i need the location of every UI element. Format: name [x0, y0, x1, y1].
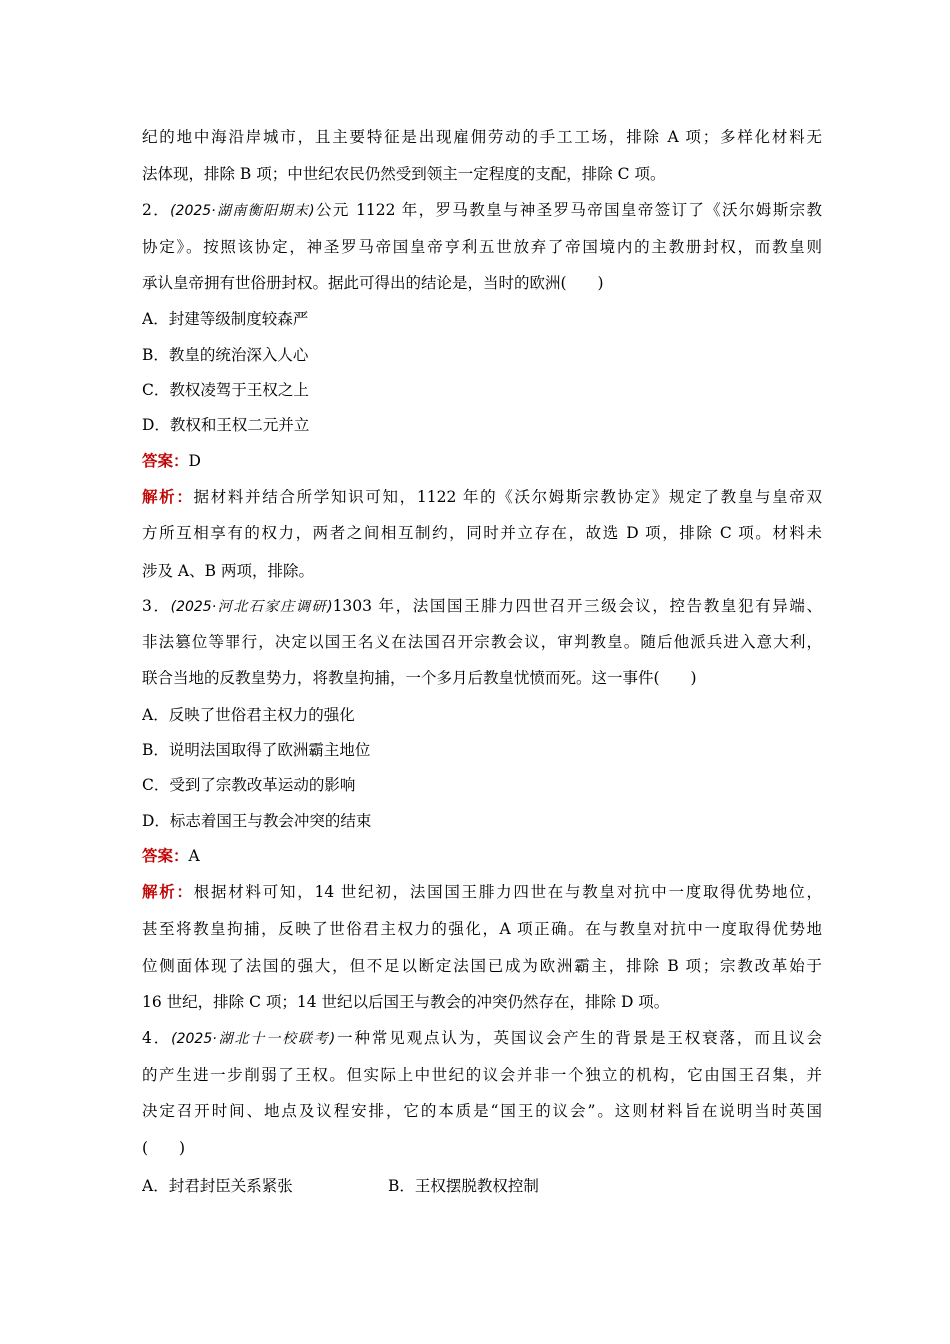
q2-answer-label: 答案：	[142, 451, 189, 470]
prev-explanation-line-1: 纪的地中海沿岸城市，且主要特征是出现雇佣劳动的手工工场，排除 A 项；多样化材料无	[142, 128, 822, 146]
q3-stem-line-1	[142, 596, 822, 617]
q3-explanation-label: 解析：	[142, 882, 194, 901]
q3-explanation-line-3: 位侧面体现了法国的强大，但不足以断定法国已成为欧洲霸主，排除 B 项；宗教改革始于	[142, 957, 822, 975]
q2-explanation-line-3: 涉及 A、B 两项，排除。	[142, 562, 314, 580]
q2-explanation-line-2: 方所互相享有的权力，两者之间相互制约，同时并立存在，故选 D 项，排除 C 项。材料未	[142, 524, 822, 542]
q4-stem-line-1	[142, 1028, 822, 1049]
q3-option-a: A．反映了世俗君主权力的强化	[142, 706, 355, 724]
q3-option-c: C．受到了宗教改革运动的影响	[142, 776, 356, 794]
q2-option-c: C．教权凌驾于王权之上	[142, 381, 309, 399]
q4-stem-line-2: 的产生进一步削弱了王权。但实际上中世纪的议会并非一个独立的机构，它由国王召集，并	[142, 1066, 822, 1084]
q3-option-b: B．说明法国取得了欧洲霸主地位	[142, 741, 371, 759]
q3-stem-line-2: 非法篡位等罪行，决定以国王名义在法国召开宗教会议，审判教皇。随后他派兵进入意大利，	[142, 633, 822, 651]
q3-source: (2025·河北石家庄调研)	[170, 599, 333, 615]
q2-explanation-text-1: 据材料并结合所学知识可知，1122 年的《沃尔姆斯宗教协定》规定了教皇与皇帝双	[193, 488, 822, 506]
q2-option-b: B．教皇的统治深入人心	[142, 346, 309, 364]
q2-stem-line-2: 协定》。按照该协定，神圣罗马帝国皇帝亨利五世放弃了帝国境内的主教册封权，而教皇则	[142, 238, 822, 256]
q3-number: 3．	[142, 597, 171, 615]
q4-option-a: A．封君封臣关系紧张	[142, 1177, 293, 1195]
q2-stem-line-3: 承认皇帝拥有世俗册封权。据此可得出的结论是，当时的欧洲( )	[142, 274, 604, 292]
q4-stem-text-1: 一种常见观点认为，英国议会产生的背景是王权衰落，而且议会	[335, 1029, 822, 1047]
q2-answer-value: D	[188, 452, 201, 470]
q2-option-a: A．封建等级制度较森严	[142, 310, 309, 328]
prev-explanation-line-2: 法体现，排除 B 项；中世纪农民仍然受到领主一定程度的支配，排除 C 项。	[142, 165, 666, 183]
q2-stem-line-1	[142, 200, 822, 221]
q2-source: (2025·湖南衡阳期末)	[170, 203, 315, 219]
q2-stem-text-1: 公元 1122 年，罗马教皇与神圣罗马帝国皇帝签订了《沃尔姆斯宗教	[314, 201, 822, 219]
q3-explanation-text-1: 根据材料可知，14 世纪初，法国国王腓力四世在与教皇对抗中一度取得优势地位，	[193, 883, 822, 901]
q3-answer-value: A	[188, 847, 200, 865]
q3-explanation-line-1	[142, 882, 822, 902]
q3-explanation-line-2: 甚至将教皇拘捕，反映了世俗君主权力的强化，A 项正确。在与教皇对抗中一度取得优势地	[142, 920, 822, 938]
q3-stem-text-1: 1303 年，法国国王腓力四世召开三级会议，控告教皇犯有异端、	[332, 597, 822, 615]
q2-explanation-line-1	[142, 487, 822, 507]
q3-stem-line-3: 联合当地的反教皇势力，将教皇拘捕，一个多月后教皇忧愤而死。这一事件( )	[142, 669, 697, 687]
q2-option-d: D．教权和王权二元并立	[142, 416, 310, 434]
q4-source: (2025·湖北十一校联考)	[171, 1031, 336, 1047]
q3-answer	[142, 846, 822, 866]
q3-option-d: D．标志着国王与教会冲突的结束	[142, 812, 372, 830]
q4-stem-line-4: ( )	[142, 1139, 186, 1157]
q3-answer-label: 答案：	[142, 846, 189, 865]
q4-number: 4．	[142, 1029, 172, 1047]
q4-option-b: B．王权摆脱教权控制	[388, 1177, 539, 1195]
q2-answer	[142, 451, 822, 471]
q4-stem-line-3: 决定召开时间、地点及议程安排，它的本质是“国王的议会”。这则材料旨在说明当时英国	[142, 1102, 822, 1120]
q2-number: 2．	[142, 201, 171, 219]
q3-explanation-line-4: 16 世纪，排除 C 项；14 世纪以后国王与教会的冲突仍然存在，排除 D 项。	[142, 993, 670, 1011]
q2-explanation-label: 解析：	[142, 487, 194, 506]
